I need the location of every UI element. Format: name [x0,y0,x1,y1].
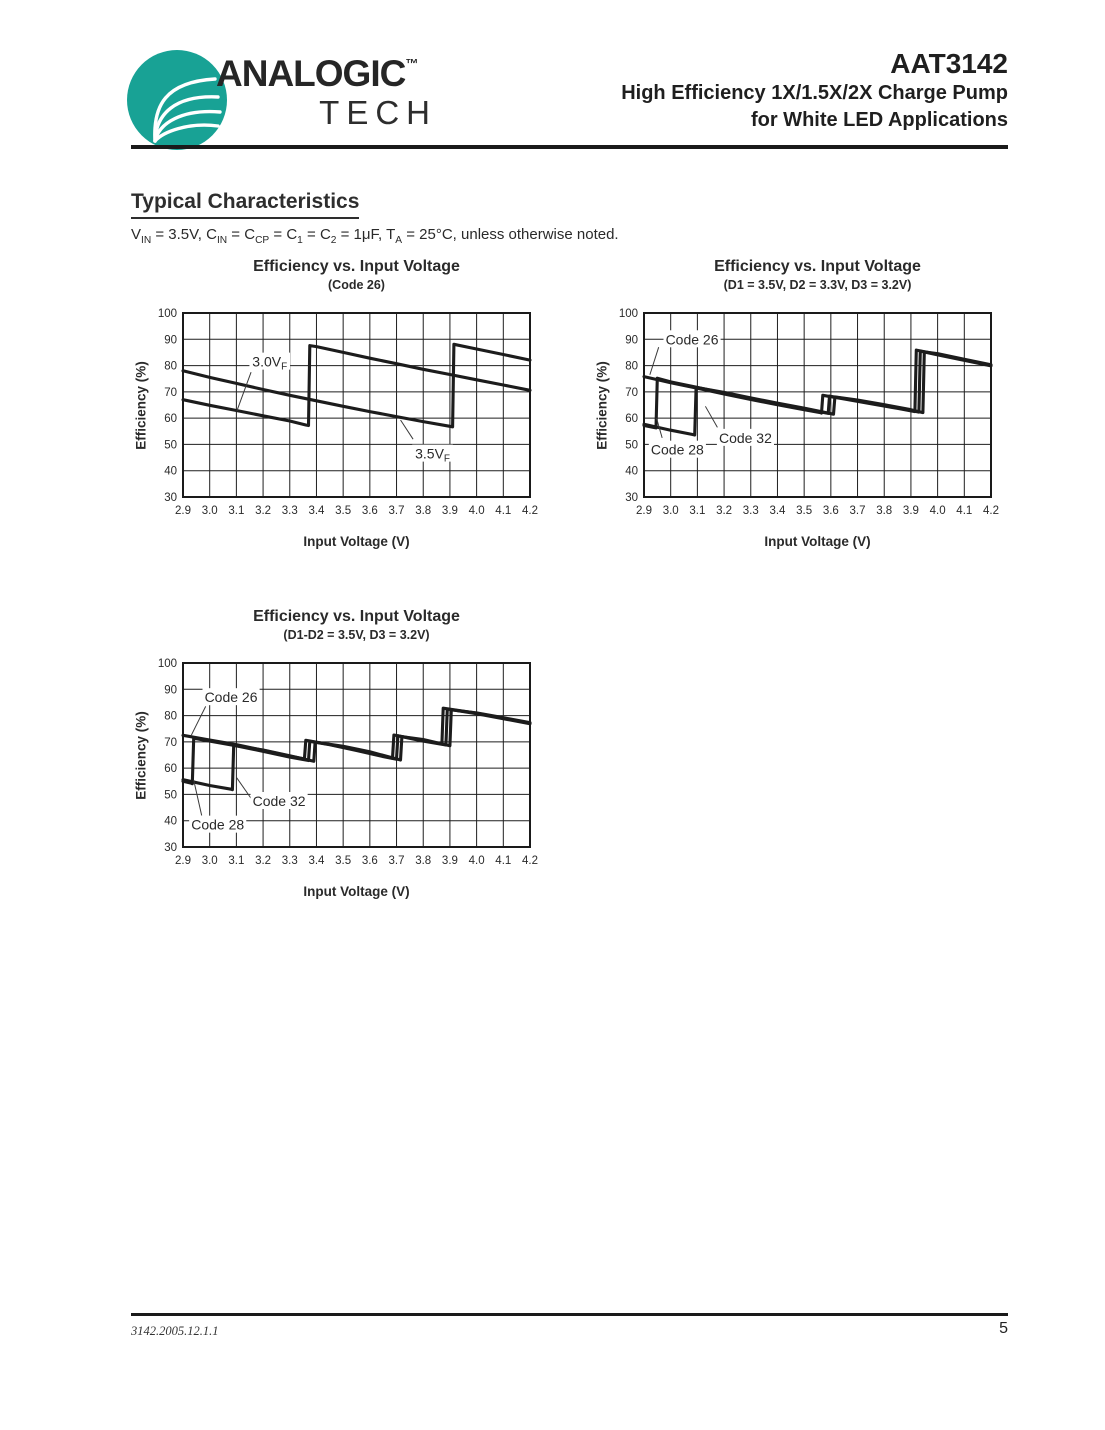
x-tick-label: 4.1 [495,505,512,517]
doc-title-line2: for White LED Applications [750,109,1008,131]
y-tick-label: 90 [164,334,177,347]
y-tick-label: 100 [157,658,177,670]
annotation-label: Code 28 [650,441,704,458]
chart-title: Efficiency vs. Input Voltage [714,258,921,275]
y-tick-label: 60 [164,763,177,776]
x-axis-ticks [175,505,538,517]
annotation-leader-line [401,420,414,439]
annotation-leader-line [236,777,251,798]
x-tick-label: 3.2 [716,505,733,517]
chart-efficiency-vs-vin-code26 [131,258,560,560]
y-tick-label: 90 [164,684,177,697]
y-tick-label: 30 [164,842,177,854]
chart-subtitle: (D1-D2 = 3.5V, D3 = 3.2V) [283,628,430,642]
y-tick-label: 30 [625,492,638,504]
chart-title: Efficiency vs. Input Voltage [253,258,460,275]
doc-title-line1: High Efficiency 1X/1.5X/2X Charge Pump [621,82,1008,104]
annotation-label: Code 28 [191,816,245,833]
curve-annotation [191,688,260,736]
x-tick-label: 3.4 [769,505,786,517]
y-axis-ticks [619,308,638,504]
series-curve-code-32 [183,710,530,790]
y-tick-label: 50 [625,439,638,452]
x-tick-label: 4.2 [983,505,999,517]
trademark-symbol: ™ [405,56,419,71]
annotation-label: Code 32 [252,793,306,809]
gridlines [183,313,530,497]
x-tick-label: 4.2 [522,855,538,867]
x-tick-label: 3.3 [281,855,298,867]
y-tick-label: 40 [164,815,177,828]
y-tick-label: 70 [625,386,638,399]
plot-area [131,608,560,910]
chart-efficiency-vs-vin-mixed-leds [592,258,1021,560]
header-title-block [621,48,1008,134]
x-axis-ticks [636,505,999,517]
y-tick-label: 50 [164,439,177,452]
x-tick-label: 3.1 [689,505,706,517]
x-tick-label: 3.9 [441,505,458,517]
y-tick-label: 50 [164,789,177,802]
y-tick-label: 40 [625,465,638,478]
x-tick-label: 3.3 [281,505,298,517]
brand-analogic-text: ANALOGIC [216,53,406,94]
x-tick-label: 4.1 [495,855,512,867]
y-tick-label: 70 [164,386,177,399]
page-number: 5 [999,1320,1008,1337]
plot-frame [183,313,530,497]
annotation-label: $3.5V_F$ [415,445,451,465]
x-tick-label: 3.8 [415,855,432,867]
y-axis-ticks [158,658,177,854]
chart-subtitle: (D1 = 3.5V, D2 = 3.3V, D3 = 3.2V) [723,278,912,292]
brand-name [216,53,418,95]
x-tick-label: 3.7 [849,505,866,517]
y-tick-label: 80 [164,710,177,723]
x-tick-label: 3.3 [742,505,759,517]
y-tick-label: 30 [164,492,177,504]
x-tick-label: 3.9 [441,855,458,867]
y-tick-label: 80 [164,360,177,373]
section-title: Typical Characteristics [131,190,359,219]
plot-area [131,258,560,560]
y-axis-label: Efficiency (%) [133,361,149,450]
y-tick-label: 60 [164,413,177,426]
chart-subtitle: (Code 26) [328,278,385,292]
x-tick-label: 3.0 [201,505,218,517]
brand-tech-text: TECH [319,94,437,131]
x-tick-label: 3.7 [388,855,405,867]
series-curve-3.0vf [183,346,530,426]
analogictech-leaf-logo-icon [127,50,227,150]
annotation-leader-line [650,347,659,375]
x-tick-label: 4.0 [468,855,485,867]
x-tick-label: 3.6 [822,505,839,517]
x-tick-label: 3.8 [876,505,893,517]
x-tick-label: 3.2 [255,505,272,517]
x-tick-label: 3.5 [335,505,352,517]
y-tick-label: 100 [618,308,638,320]
y-axis-ticks [158,308,177,504]
series-curve-code-32 [644,352,991,435]
y-tick-label: 100 [157,308,177,320]
annotation-label: Code 32 [718,429,772,446]
x-tick-label: 3.5 [335,855,352,867]
x-tick-label: 2.9 [175,855,191,867]
x-tick-label: 2.9 [175,505,191,517]
document-code: 3142.2005.12.1.1 [131,1324,219,1338]
footer-rule [131,1313,1008,1316]
x-tick-label: 4.0 [929,505,946,517]
x-tick-label: 3.4 [308,855,325,867]
x-tick-label: 3.4 [308,505,325,517]
x-axis-label: Input Voltage (V) [303,534,410,549]
x-tick-label: 3.1 [228,505,245,517]
curve-annotation [650,330,721,374]
y-tick-label: 90 [625,334,638,347]
x-tick-label: 3.1 [228,855,245,867]
x-tick-label: 4.2 [522,505,538,517]
x-axis-label: Input Voltage (V) [303,884,410,899]
y-tick-label: 80 [625,360,638,373]
x-tick-label: 4.0 [468,505,485,517]
x-tick-label: 3.6 [361,505,378,517]
test-conditions: $V_{IN} = 3.5V$, $C_{IN} = C_{CP} = C_1 = C_2 = 1\mu F$, $T_A = 25^\circ C$, unless otherwise noted. [131,226,619,246]
x-tick-label: 3.2 [255,855,272,867]
chart-efficiency-vs-vin-d1d2-35 [131,608,560,910]
annotation-leader-line [191,706,206,735]
y-axis-label: Efficiency (%) [133,711,149,800]
y-tick-label: 60 [625,413,638,426]
x-tick-label: 2.9 [636,505,652,517]
x-tick-label: 3.6 [361,855,378,867]
annotation-leader-line [705,406,717,427]
annotation-label: $3.0V_F$ [252,353,288,373]
x-tick-label: 3.7 [388,505,405,517]
x-tick-label: 3.0 [201,855,218,867]
x-tick-label: 3.8 [415,505,432,517]
annotation-leader-line [194,780,202,815]
annotation-label: Code 26 [204,689,258,706]
annotation-label: Code 26 [665,331,719,348]
y-axis-label: Efficiency (%) [594,361,610,450]
y-tick-label: 40 [164,465,177,478]
header-rule [131,145,1008,149]
x-tick-label: 3.9 [902,505,919,517]
x-tick-label: 4.1 [956,505,973,517]
part-number: AAT3142 [890,48,1008,79]
x-axis-ticks [175,855,538,867]
chart-title: Efficiency vs. Input Voltage [253,608,460,625]
x-tick-label: 3.5 [796,505,813,517]
plot-area [592,258,1021,560]
curve-annotation [705,406,774,446]
x-tick-label: 3.0 [662,505,679,517]
x-axis-label: Input Voltage (V) [764,534,871,549]
curve-annotation [236,777,307,809]
y-tick-label: 70 [164,736,177,749]
